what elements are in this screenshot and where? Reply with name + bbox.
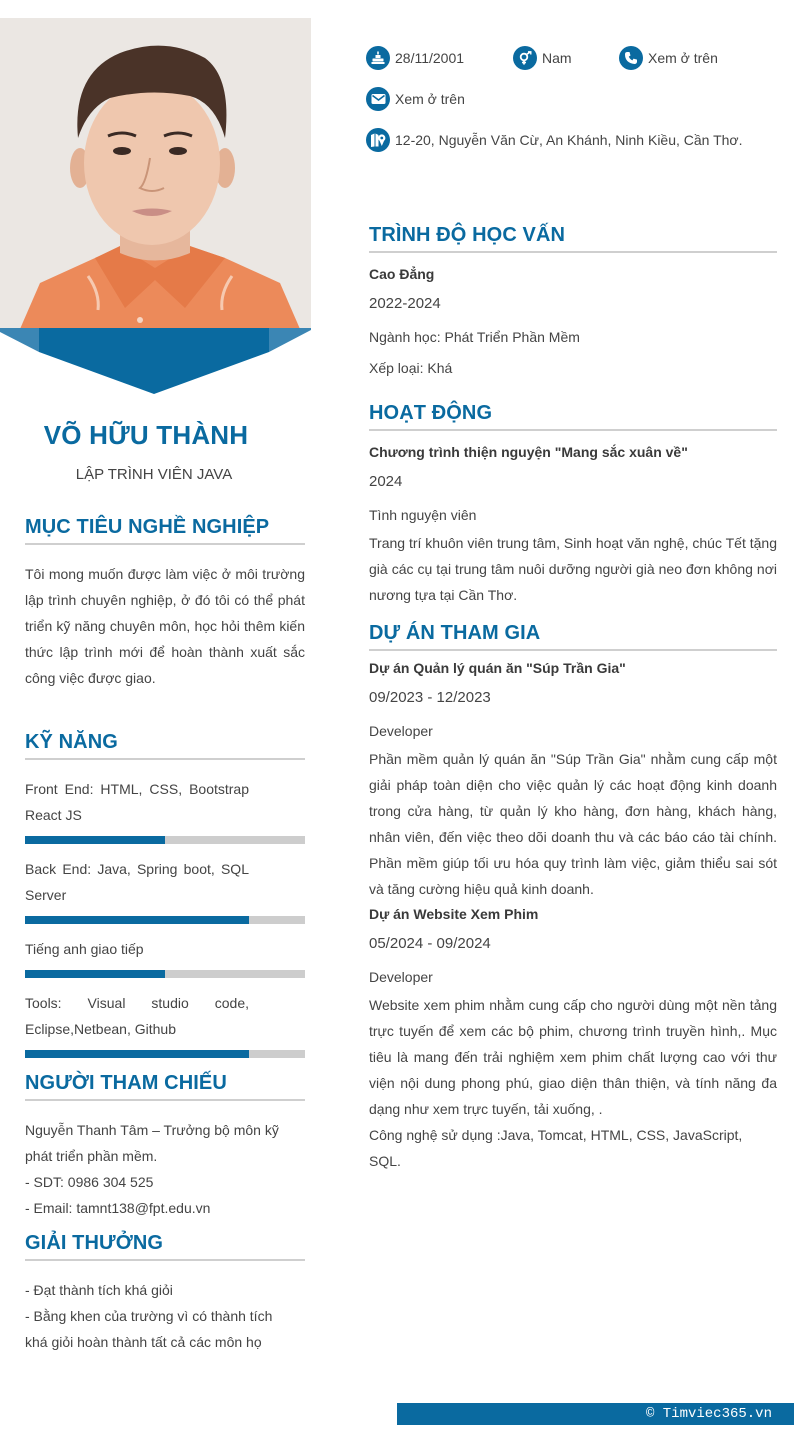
education-rank: Xếp loại: Khá [369,360,453,376]
gender-icon [513,46,537,70]
candidate-job-title: LẬP TRÌNH VIÊN JAVA [75,466,233,483]
skill-bar-fill [25,1050,249,1058]
project-name: Dự án Quản lý quán ăn "Súp Trần Gia" [369,660,626,676]
projects-section [369,622,777,1174]
contact-phone [619,46,718,70]
references-title: NGƯỜI THAM CHIẾU [25,1072,305,1101]
education-period: 2022-2024 [369,295,441,312]
project-description: Website xem phim nhằm cung cấp cho người dùng một nền tảng trực tuyến để xem các bộ phim, chương trình truyền hình,. Mục tiêu là mang đến trải nghiệm xem phim chất lượng cao với thư viện nội dung phong phú, giao diện thân thiện, và tính năng đa dạng như xem trực tuyến, tải xuống, . [369,997,777,1117]
education-degree: Cao Đẳng [369,266,435,282]
project-role: Developer [369,969,433,985]
skills-title: KỸ NĂNG [25,731,305,760]
awards-title: GIẢI THƯỞNG [25,1232,305,1261]
reference-email[interactable]: - Email: tamnt138@fpt.edu.vn [25,1200,211,1216]
birthday-value: 28/11/2001 [395,50,465,66]
skill-bar-fill [25,970,165,978]
projects-title: DỰ ÁN THAM GIA [369,622,777,651]
award-item: - Bằng khen của trường vì có thành tích khá giỏi hoàn thành tất cả các môn họ [25,1308,273,1350]
candidate-name: VÕ HỮU THÀNH [43,420,249,450]
project-tech: Công nghệ sử dụng :Java, Tomcat, HTML, CSS, JavaScript, SQL. [369,1127,743,1169]
birthday-cake-icon [366,46,390,70]
profile-photo [0,18,311,329]
awards-section [25,1232,305,1355]
skill-bar [25,970,305,978]
email-icon [366,87,390,111]
skill-label: Front End: HTML, CSS, Bootstrap React JS [25,781,249,823]
skill-bar [25,836,305,844]
education-major: Ngành học: Phát Triển Phần Mềm [369,329,580,345]
project-description: Phần mềm quản lý quán ăn "Súp Trần Gia" nhằm cung cấp một giải pháp toàn diện cho việc quản lý các hoạt động kinh doanh trong cửa hàng, từ quản lý kho hàng, đơn hàng, khách hàng, nhân viên, đến việc theo dõi doanh thu và các báo cáo tài chính. Phần mềm giúp tối ưu hóa quy trình làm việc, giảm thiểu sai sót và tăng cường hiệu quả kinh doanh. [369,751,777,897]
skill-item [25,776,305,844]
phone-icon [619,46,643,70]
activity-description: Trang trí khuôn viên trung tâm, Sinh hoạt văn nghệ, chúc Tết tặng già các cụ tại trung tâm nuôi dưỡng người già neo đơn không nơi nương tựa tại Cần Thơ. [369,535,777,603]
activities-section [369,402,777,608]
phone-value: Xem ở trên [648,50,718,66]
education-section [369,224,777,378]
activity-role: Tình nguyện viên [369,507,477,523]
map-pin-icon [366,128,390,152]
portrait-photo-icon [0,18,311,329]
skill-label: Tools: Visual studio code, Eclipse,Netbean, Github [25,995,249,1037]
project-period: 09/2023 - 12/2023 [369,689,491,706]
objective-text: Tôi mong muốn được làm việc ở môi trường lập trình chuyên nghiệp, ở đó tôi có thể phát triển kỹ năng chuyên môn, học hỏi thêm kiến thức lập trình mới để hoàn thành xuất sắc công việc được giao. [25,566,305,686]
project-name: Dự án Website Xem Phim [369,906,539,922]
skill-item [25,990,305,1058]
objective-title: MỤC TIÊU NGHỀ NGHIỆP [25,516,305,545]
activity-period: 2024 [369,473,403,490]
reference-phone: - SDT: 0986 304 525 [25,1174,154,1190]
gender-value: Nam [542,50,572,66]
skill-bar-fill [25,836,165,844]
activity-name: Chương trình thiện nguyện "Mang sắc xuân về" [369,444,688,460]
skill-bar-fill [25,916,249,924]
contact-birthday [366,46,464,70]
contact-address [366,128,743,152]
activities-title: HOẠT ĐỘNG [369,402,777,431]
skill-bar [25,1050,305,1058]
address-value: 12-20, Nguyễn Văn Cừ, An Khánh, Ninh Kiều, Cần Thơ. [395,132,743,148]
skill-item [25,856,305,924]
award-item: - Đạt thành tích khá giỏi [25,1282,173,1298]
contact-gender [513,46,572,70]
references-section [25,1072,305,1221]
skill-item [25,936,305,978]
skill-bar [25,916,305,924]
skill-label: Tiếng anh giao tiếp [25,941,144,957]
email-value: Xem ở trên [395,91,465,107]
skills-section [25,731,305,1070]
footer-brand[interactable]: © Timviec365.vn [397,1403,794,1425]
project-period: 05/2024 - 09/2024 [369,935,491,952]
header-ribbon [0,328,311,398]
contact-email [366,87,465,111]
project-role: Developer [369,723,433,739]
reference-person: Nguyễn Thanh Tâm – Trưởng bộ môn kỹ phát triển phần mềm. [25,1122,279,1164]
objective-section [25,516,305,691]
education-title: TRÌNH ĐỘ HỌC VẤN [369,224,777,253]
skill-label: Back End: Java, Spring boot, SQL Server [25,861,249,903]
